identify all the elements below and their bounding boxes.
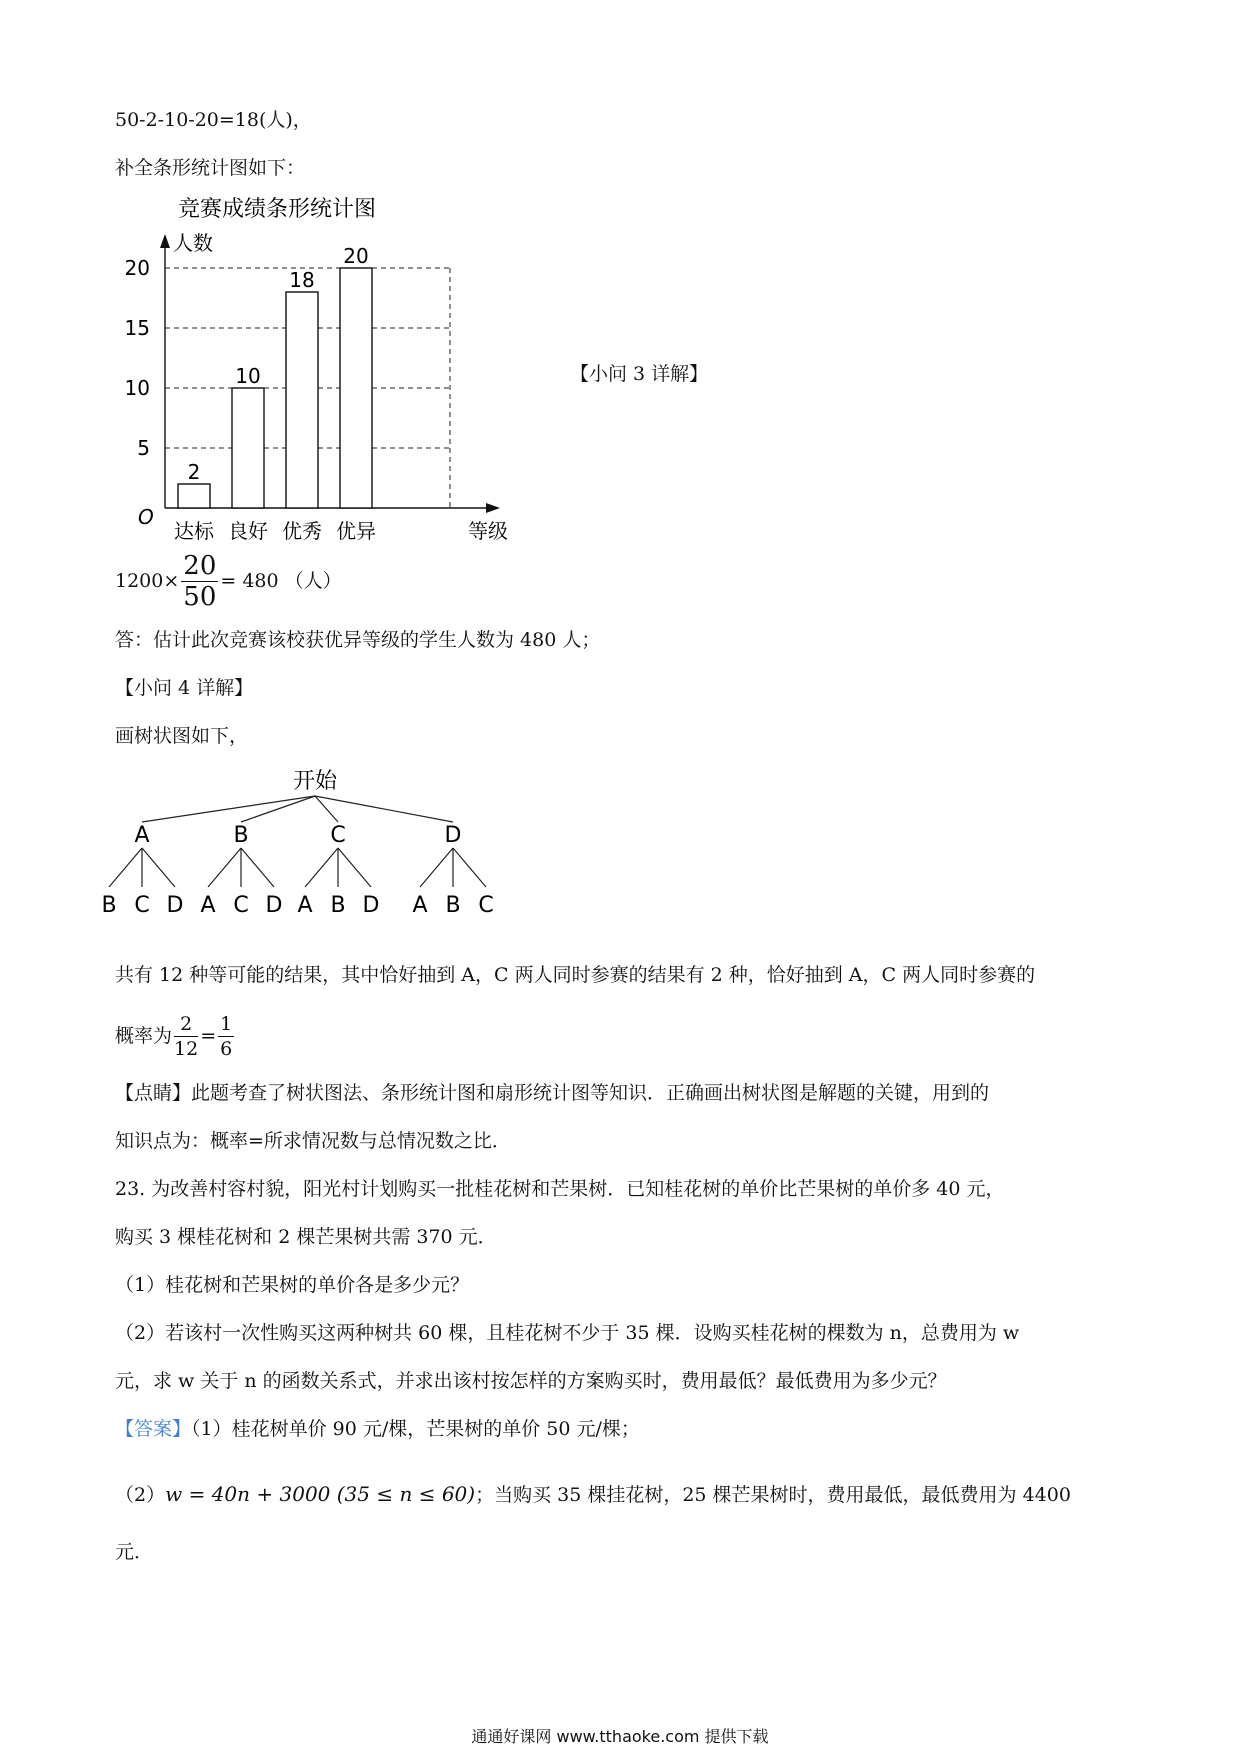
calc-line: [115, 550, 342, 612]
tree-node-level1: D: [444, 823, 462, 848]
prob-den-2: 6: [220, 1037, 233, 1060]
y-tick-label: 15: [124, 316, 150, 340]
x-tick-label: 达标: [174, 519, 214, 543]
answer-line-1: [115, 1417, 640, 1441]
dianjing-line-2: 知识点为：概率=所求情况数与总情况数之比．: [115, 1130, 511, 1152]
tree-node-level1: C: [330, 823, 346, 848]
answer-line-2-tail: 元．: [115, 1541, 154, 1563]
y-tick-label: 10: [124, 376, 150, 400]
answer-2-formula: w = 40n + 3000 (35 ≤ n ≤ 60): [165, 1482, 476, 1506]
probability-line: [115, 1004, 236, 1068]
bar: [286, 292, 318, 508]
answer-2-prefix: （2）: [115, 1484, 166, 1506]
x-tick-label: 良好: [228, 519, 268, 543]
tree-node-level2: D: [166, 893, 184, 918]
tree-node-level2: C: [233, 893, 249, 918]
tree-root: 开始: [292, 769, 338, 794]
prob-prefix: 概率为: [115, 1025, 173, 1047]
section-heading-q3: 【小问 3 详解】: [570, 363, 709, 385]
data-label: 18: [289, 268, 315, 292]
answer-line-2: [115, 1482, 1071, 1507]
tree-edge: [142, 848, 175, 887]
tree-node-level2: A: [297, 893, 313, 918]
question-23-line-2: 购买 3 棵桂花树和 2 棵芒果树共需 370 元．: [115, 1226, 497, 1248]
tree-edge: [142, 796, 315, 822]
prob-den-1: 12: [174, 1037, 199, 1060]
tree-node-level2: D: [265, 893, 283, 918]
question-23-sub-2b: 元，求 w 关于 n 的函数关系式，并求出该村按怎样的方案购买时，费用最低？最低费用为多少元？: [115, 1370, 947, 1392]
calc-denominator: 50: [183, 581, 217, 612]
prob-num-1: 2: [174, 1012, 198, 1037]
tree-edge: [208, 848, 241, 887]
data-label: 2: [187, 460, 201, 484]
tree-edge: [420, 848, 453, 887]
x-axis-label: 等级: [468, 519, 508, 543]
tree-diagram: [101, 762, 585, 942]
tree-edge: [453, 848, 486, 887]
y-axis-label: 人数: [173, 231, 213, 255]
tree-node-level2: A: [412, 893, 428, 918]
question-23-sub-1: （1）桂花树和芒果树的单价各是多少元？: [115, 1274, 470, 1296]
tree-edge: [241, 796, 315, 822]
question-23-line-1: 23. 为改善村容村貌，阳光村计划购买一批桂花树和芒果树．已知桂花树的单价比芒果树的单价多 40 元，: [115, 1178, 1005, 1200]
answer-label: 【答案】: [115, 1418, 192, 1440]
tree-node-level2: B: [330, 893, 346, 918]
bar-chart: [110, 188, 530, 548]
calc-prefix: 1200×: [115, 570, 180, 592]
calc-fraction: [181, 551, 218, 612]
tree-node-level2: A: [200, 893, 216, 918]
x-tick-label: 优异: [336, 519, 376, 543]
question-23-sub-2a: （2）若该村一次性购买这两种树共 60 棵，且桂花树不少于 35 棵．设购买桂花树的棵数为 n，总费用为 w: [115, 1322, 1020, 1344]
tree-node-level2: B: [101, 893, 117, 918]
prob-equals: =: [200, 1025, 217, 1047]
tree-edge: [305, 848, 338, 887]
answer-2-text: ；当购买 35 棵挂花树，25 棵芒果树时，费用最低，最低费用为 4400: [475, 1484, 1071, 1506]
tree-node-level2: C: [478, 893, 494, 918]
tree-node-level1: A: [134, 823, 150, 848]
data-label: 10: [235, 364, 261, 388]
prob-num-2: 1: [220, 1012, 233, 1035]
tree-node-level2: C: [134, 893, 150, 918]
calc-suffix: = 480 （人）: [220, 570, 342, 592]
tree-node-level1: B: [233, 823, 249, 848]
paragraph-remaining-count: 50-2-10-20=18(人)，: [115, 109, 312, 131]
bar: [178, 484, 210, 508]
data-label: 20: [343, 244, 369, 268]
tree-edge: [109, 848, 142, 887]
tree-intro: 画树状图如下，: [115, 725, 249, 747]
result-line: 共有 12 种等可能的结果，其中恰好抽到 A，C 两人同时参赛的结果有 2 种，恰好抽到 A，C 两人同时参赛的: [115, 964, 1036, 986]
y-tick-label: 5: [137, 436, 150, 460]
y-tick-label: 20: [124, 256, 150, 280]
y-axis-arrow: [160, 234, 170, 248]
x-axis-arrow: [486, 503, 500, 513]
tree-node-level2: B: [445, 893, 461, 918]
prob-fraction-2: [218, 1012, 234, 1061]
answer-q3: 答：估计此次竞赛该校获优异等级的学生人数为 480 人；: [115, 629, 601, 651]
tree-edge: [315, 796, 453, 822]
page-footer: 通通好课网 www.tthaoke.com 提供下载: [471, 1727, 769, 1746]
calc-numerator: 20: [183, 550, 217, 581]
tree-edge: [241, 848, 274, 887]
x-tick-label: 优秀: [282, 519, 322, 543]
chart-title: 竞赛成绩条形统计图: [178, 197, 377, 222]
section-heading-q4: 【小问 4 详解】: [115, 677, 254, 699]
tree-edge: [338, 848, 371, 887]
tree-node-level2: D: [362, 893, 380, 918]
origin-label: O: [138, 505, 154, 529]
dianjing-line-1: 【点睛】此题考查了树状图法、条形统计图和扇形统计图等知识．正确画出树状图是解题的关键，用到的: [115, 1082, 990, 1104]
answer-1-text: （1）桂花树单价 90 元/棵，芒果树的单价 50 元/棵；: [191, 1418, 640, 1440]
prob-fraction-1: [174, 1012, 198, 1061]
paragraph-complete-chart: 补全条形统计图如下：: [115, 157, 306, 179]
bar: [340, 268, 372, 508]
bar: [232, 388, 264, 508]
